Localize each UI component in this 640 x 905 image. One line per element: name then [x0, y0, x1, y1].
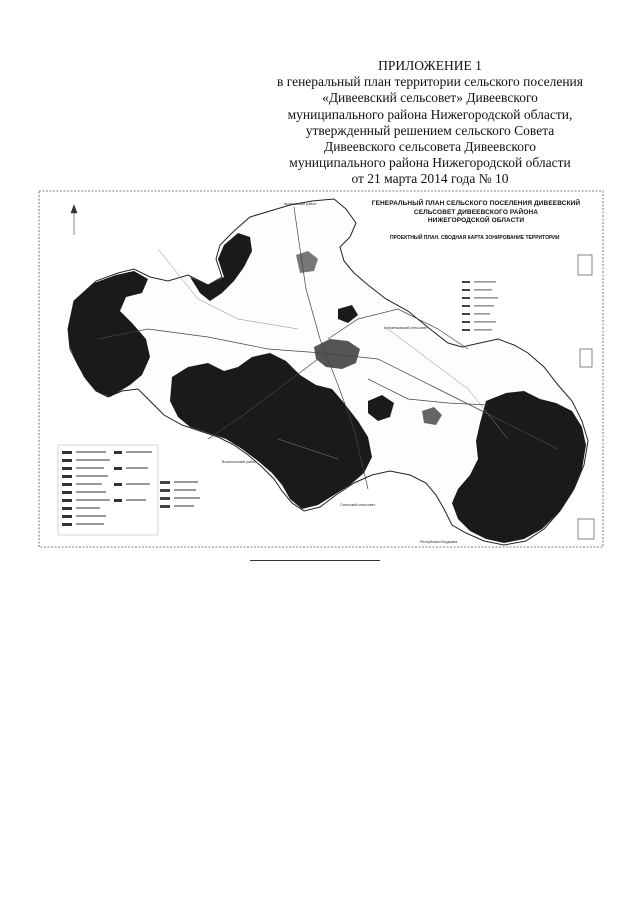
legend-left-row-3 — [62, 467, 72, 470]
header-line-4: муниципального района Нижегородской области, — [287, 106, 573, 122]
compass-icon — [71, 205, 77, 235]
legend-left-row-2 — [62, 459, 72, 462]
legend-left-row-6 — [62, 491, 72, 494]
label-north: Ардатовский район — [284, 202, 317, 206]
legend-left-row-9-text — [76, 515, 106, 517]
legend-left-col2-row-3-text — [126, 483, 150, 485]
legend-left-row-8-text — [76, 507, 100, 509]
legend-mid-row-1-text — [174, 481, 198, 483]
legend-right — [462, 281, 498, 331]
legend-right-row-4-text — [474, 305, 494, 307]
legend-right-row-5-text — [474, 313, 490, 315]
legend-right-row-2-text — [474, 289, 492, 291]
legend-left-row-9 — [62, 515, 72, 518]
legend-left-col2-row-2 — [114, 467, 122, 470]
zoning-map — [38, 189, 604, 549]
label-south-east: Республика Мордовия — [420, 540, 458, 544]
header-line-2: в генеральный план территории сельского поселения — [276, 74, 583, 90]
legend-left-col2-row-3 — [114, 483, 122, 486]
legend-left-row-8 — [62, 507, 72, 510]
legend-mid-row-3 — [160, 497, 170, 500]
header-line-5: утвержденный решением сельского Совета — [305, 122, 555, 138]
label-south-west: Вознесенский район — [222, 460, 257, 464]
legend-left-row-5-text — [76, 483, 102, 485]
map-drawing — [38, 189, 604, 549]
legend-mid-row-4-text — [174, 505, 194, 507]
legend-middle — [160, 481, 200, 508]
legend-right-row-7 — [462, 329, 470, 331]
signature-line — [250, 560, 380, 561]
appendix-header — [250, 58, 610, 188]
legend-left-row-6-text — [76, 491, 106, 493]
stamp-3 — [578, 519, 594, 539]
map-title-line-2: СЕЛЬСОВЕТ ДИВЕЕВСКОГО РАЙОНА — [413, 208, 539, 216]
legend-left-row-10 — [62, 523, 72, 526]
stamp-2 — [580, 349, 592, 367]
legend-left-row-7-text — [76, 499, 110, 501]
legend-right-row-5 — [462, 313, 470, 315]
legend-left-row-4 — [62, 475, 72, 478]
legend-right-row-6-text — [474, 321, 496, 323]
legend-left-row-5 — [62, 483, 72, 486]
legend-mid-row-3-text — [174, 497, 200, 499]
header-line-8: от 21 марта 2014 года № 10 — [351, 171, 509, 187]
label-east: Кременковский сельсовет — [384, 326, 428, 330]
map-subtitle: ПРОЕКТНЫЙ ПЛАН. СВОДНАЯ КАРТА ЗОНИРОВАНИЕ ТЕРРИТОРИИ — [390, 235, 560, 241]
header-line-7: муниципального района Нижегородской области — [289, 155, 571, 171]
legend-right-row-3-text — [474, 297, 498, 299]
map-title-line-3: НИЖЕГОРОДСКОЙ ОБЛАСТИ — [427, 217, 525, 225]
legend-left-row-3-text — [76, 467, 104, 469]
legend-left-row-1-text — [76, 451, 106, 453]
legend-left-row-4-text — [76, 475, 108, 477]
legend-right-row-2 — [462, 289, 470, 291]
legend-right-row-3 — [462, 297, 470, 299]
legend-left — [58, 445, 158, 535]
stamps — [578, 255, 594, 539]
header-line-3: «Дивеевский сельсовет» Дивеевского — [322, 90, 538, 106]
map-title — [356, 200, 596, 226]
legend-left-row-1 — [62, 451, 72, 454]
legend-left-box — [58, 445, 158, 535]
legend-right-row-1-text — [474, 281, 496, 283]
stamp-1 — [578, 255, 592, 275]
legend-left-row-2-text — [76, 459, 110, 461]
legend-mid-row-2-text — [174, 489, 196, 491]
legend-mid-row-1 — [160, 481, 170, 484]
legend-right-row-6 — [462, 321, 470, 323]
legend-left-row-7 — [62, 499, 72, 502]
legend-right-row-7-text — [474, 329, 492, 331]
legend-left-col2-row-4-text — [126, 499, 146, 501]
legend-left-row-10-text — [76, 523, 104, 525]
legend-left-col2-row-2-text — [126, 467, 148, 469]
label-south: Сатисский сельсовет — [340, 503, 376, 507]
header-line-6: Дивеевского сельсовета Дивеевского — [323, 139, 537, 155]
appendix-title: ПРИЛОЖЕНИЕ 1 — [378, 58, 482, 73]
legend-mid-row-2 — [160, 489, 170, 492]
legend-right-row-4 — [462, 305, 470, 307]
legend-left-col2-row-4 — [114, 499, 122, 502]
legend-left-col2-row-1-text — [126, 451, 152, 453]
map-title-line-1: ГЕНЕРАЛЬНЫЙ ПЛАН СЕЛЬСКОГО ПОСЕЛЕНИЯ ДИВЕЕВСКИЙ — [371, 200, 581, 207]
legend-mid-row-4 — [160, 505, 170, 508]
legend-right-row-1 — [462, 281, 470, 283]
forest-west — [68, 271, 150, 397]
legend-left-col2-row-1 — [114, 451, 122, 454]
